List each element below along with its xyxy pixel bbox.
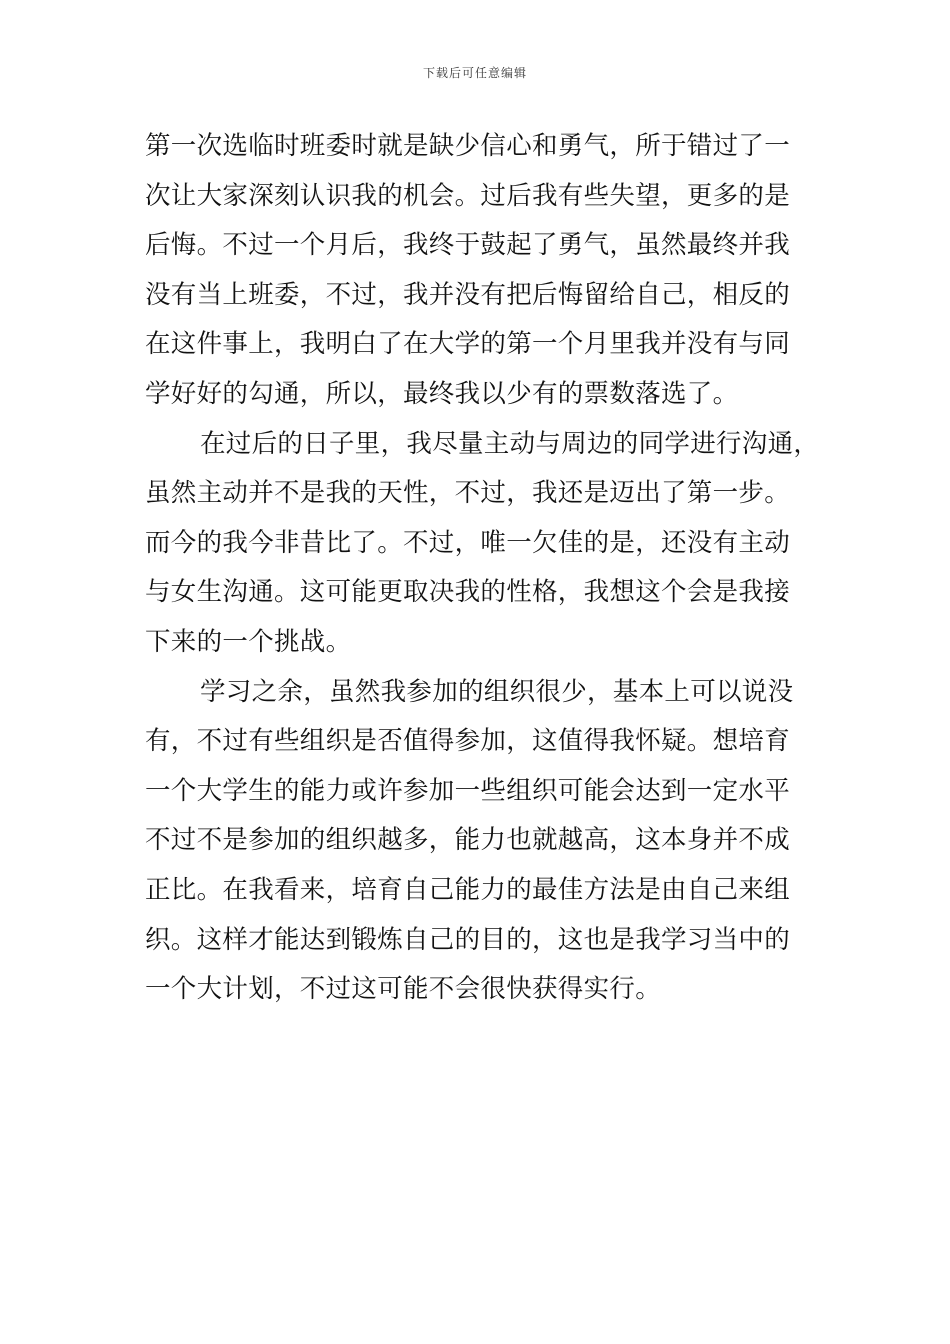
text-line: 与女生沟通。这可能更取决我的性格，我想这个会是我接 (145, 577, 791, 608)
text-line: 后悔。不过一个月后，我终于鼓起了勇气，虽然最终并我 (145, 230, 791, 261)
text-line: 一个大学生的能力或许参加一些组织可能会达到一定水平 (145, 775, 791, 806)
text-line: 一个大计划，不过这可能不会很快获得实行。 (145, 974, 662, 1005)
text-line: 在过后的日子里，我尽量主动与周边的同学进行沟通， (200, 428, 820, 459)
paragraph (145, 420, 820, 668)
paragraph (145, 122, 815, 420)
text-line: 在这件事上，我明白了在大学的第一个月里我并没有与同 (145, 329, 791, 360)
text-line: 虽然主动并不是我的天性，不过，我还是迈出了第一步。 (145, 478, 791, 509)
text-line: 有，不过有些组织是否值得参加，这值得我怀疑。想培育 (145, 726, 791, 757)
text-line: 次让大家深刻认识我的机会。过后我有些失望，更多的是 (145, 180, 791, 211)
text-line: 下来的一个挑战。 (145, 626, 352, 657)
header-note: 下载后可任意编辑 (422, 66, 527, 80)
paragraph (145, 668, 815, 1015)
document-body (145, 122, 820, 1015)
text-line: 学习之余，虽然我参加的组织很少，基本上可以说没 (200, 676, 794, 707)
text-line: 没有当上班委，不过，我并没有把后悔留给自己，相反的 (145, 279, 791, 310)
text-line: 而今的我今非昔比了。不过，唯一欠佳的是，还没有主动 (145, 527, 791, 558)
text-line: 不过不是参加的组织越多，能力也就越高，这本身并不成 (145, 825, 791, 856)
text-line: 正比。在我看来，培育自己能力的最佳方法是由自己来组 (145, 874, 791, 905)
text-line: 第一次选临时班委时就是缺少信心和勇气，所于错过了一 (145, 131, 791, 161)
text-line: 织。这样才能达到锻炼自己的目的，这也是我学习当中的 (145, 924, 791, 955)
text-line: 学好好的勾通，所以，最终我以少有的票数落选了。 (145, 378, 739, 409)
